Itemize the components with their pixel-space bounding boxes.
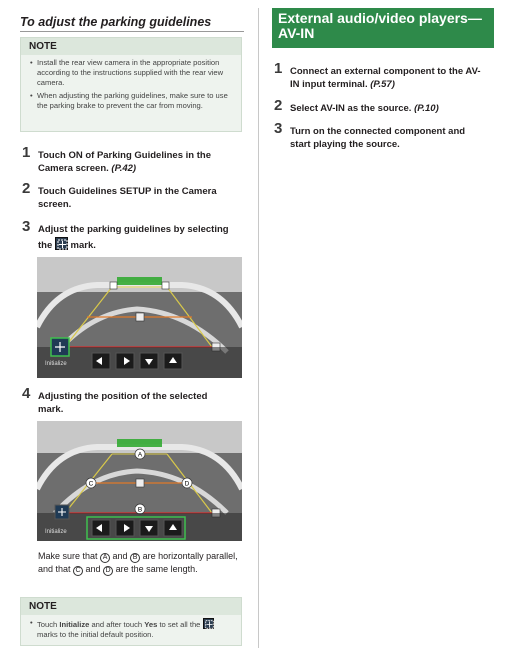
text: mark. — [67, 239, 96, 251]
circled-b: B — [130, 553, 140, 563]
marker-d: D — [184, 480, 190, 488]
note-heading: NOTE — [21, 598, 241, 615]
marker-c: C — [88, 480, 94, 488]
step-number: 3 — [22, 218, 31, 235]
step-text — [290, 66, 488, 91]
initialize-label[interactable]: Initialize — [45, 529, 67, 535]
adjust-mark-icon — [55, 237, 68, 250]
text: and — [110, 551, 131, 561]
keyword: Yes — [144, 620, 158, 629]
step-number: 3 — [274, 120, 283, 137]
note-body — [21, 55, 241, 118]
step-number: 1 — [274, 60, 283, 77]
text: Select — [290, 103, 321, 114]
keyword: AV-IN — [320, 103, 345, 114]
step-number: 2 — [22, 180, 31, 197]
text: Connect an external component to the AV-IN input terminal. — [290, 66, 481, 90]
marker-b: B — [137, 506, 143, 514]
section-title: To adjust the parking guidelines — [20, 15, 212, 29]
text: as the source. — [344, 103, 415, 114]
text: Make sure that — [38, 551, 101, 561]
section-header: External audio/video players— AV-IN — [272, 8, 494, 48]
circled-c: C — [73, 566, 83, 576]
text: and after touch — [89, 620, 145, 629]
page-ref: (P.10) — [414, 103, 439, 114]
text: Adjust the parking guidelines by selecting the — [38, 224, 229, 251]
keyword: Initialize — [59, 620, 90, 629]
marker-a: A — [137, 451, 143, 459]
text: of — [82, 150, 97, 161]
text: Touch — [37, 620, 60, 629]
caption — [38, 550, 238, 576]
step-number: 1 — [22, 144, 31, 161]
camera-screen-2 — [37, 421, 242, 541]
text: are horizontally parallel, and that — [38, 551, 238, 574]
note-box — [20, 37, 242, 132]
step-text — [38, 186, 243, 211]
step-text — [38, 150, 243, 175]
text: Touch — [38, 150, 69, 161]
initialize-label[interactable]: Initialize — [45, 361, 67, 367]
circled-a: A — [100, 553, 110, 563]
adjust-mark-icon — [203, 618, 214, 629]
section-rule — [20, 31, 244, 32]
camera-screen-1 — [37, 257, 242, 378]
text: in the Camera screen. — [38, 150, 211, 174]
step-text: Adjusting the position of the selected mark. — [38, 391, 208, 415]
note-item: • Install the rear view camera in the appropriate position according to the instructions supplied with the rear view camera. — [29, 58, 233, 89]
step-text: Turn on the connected component and start playing the source. — [290, 126, 466, 150]
keyword: Guidelines SETUP — [68, 186, 152, 197]
step-text — [38, 224, 243, 252]
text: Touch — [38, 186, 69, 197]
keyword: ON — [68, 150, 83, 161]
page-ref: (P.57) — [370, 78, 395, 90]
note-heading: NOTE — [21, 38, 241, 55]
text: to set all the — [157, 620, 203, 629]
text: are the same length. — [113, 564, 198, 574]
text: in the Camera screen. — [38, 186, 217, 210]
step-number: 2 — [274, 97, 283, 114]
step-text — [290, 103, 488, 116]
note-box-2 — [20, 597, 242, 646]
note-item — [29, 618, 233, 640]
note-item: • When adjusting the parking guidelines, make sure to use the parking brake to prevent the car from moving. — [29, 91, 233, 111]
page-ref: (P.42) — [111, 162, 137, 174]
keyword: Parking Guidelines — [96, 150, 183, 161]
text: and — [83, 564, 104, 574]
note-body — [21, 615, 241, 647]
circled-d: D — [103, 566, 113, 576]
step-number: 4 — [22, 385, 31, 402]
column-divider — [258, 8, 259, 648]
text: marks to the initial default position. — [37, 630, 154, 640]
